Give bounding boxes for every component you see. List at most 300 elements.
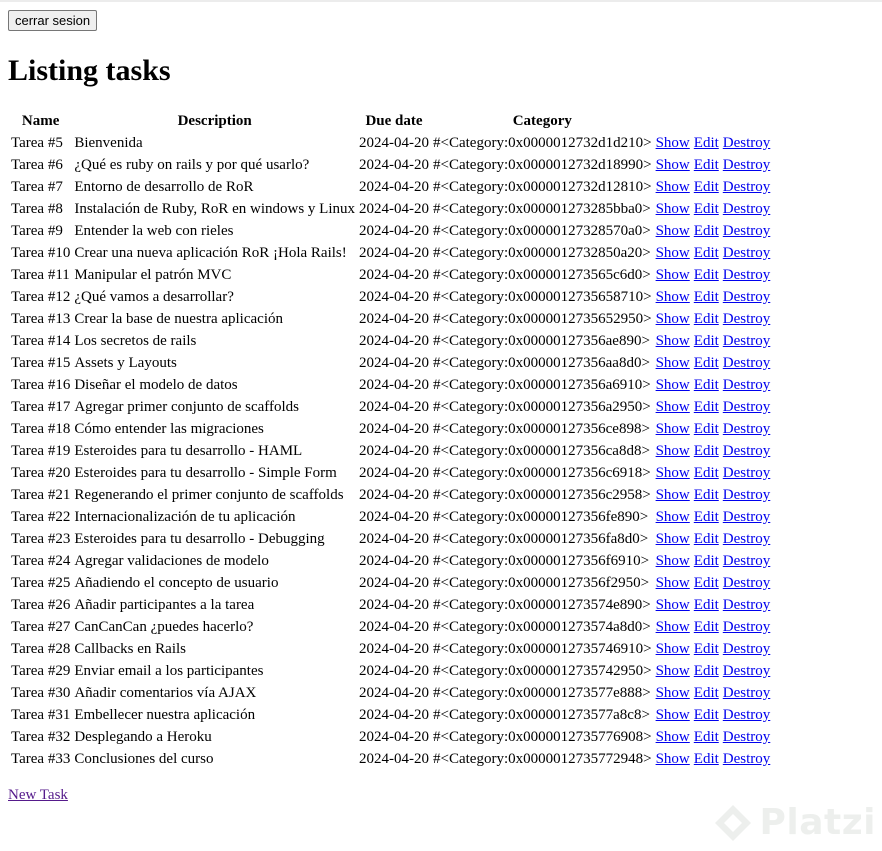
- task-due-date-cell: 2024-04-20: [359, 531, 430, 547]
- task-name-cell: Tarea #32: [11, 729, 71, 745]
- task-category-cell: #<Category:0x00000127356ca8d8>: [433, 443, 650, 459]
- edit-link[interactable]: Edit: [693, 641, 719, 657]
- edit-link[interactable]: Edit: [693, 751, 719, 767]
- task-description-cell: Añadir participantes a la tarea: [74, 597, 255, 613]
- task-due-date-cell: 2024-04-20: [359, 553, 430, 569]
- table-row: [10, 463, 771, 483]
- column-header-due-date: Due date: [365, 113, 423, 129]
- column-header-category: Category: [512, 113, 572, 129]
- show-link-cell: [655, 309, 691, 329]
- task-category-cell: #<Category:0x0000012732d12810>: [433, 179, 652, 195]
- task-description-cell: Esteroides para tu desarrollo - HAML: [74, 443, 303, 459]
- task-due-date-cell: 2024-04-20: [359, 575, 430, 591]
- task-name-cell: Tarea #31: [11, 707, 71, 723]
- destroy-link[interactable]: Destroy: [722, 465, 771, 481]
- table-row: [10, 397, 771, 417]
- edit-link[interactable]: Edit: [693, 289, 719, 305]
- edit-link-cell: [693, 419, 720, 439]
- table-row: [10, 639, 771, 659]
- destroy-link[interactable]: Destroy: [722, 443, 771, 459]
- edit-link[interactable]: Edit: [693, 597, 719, 613]
- task-due-date-cell: 2024-04-20: [359, 597, 430, 613]
- edit-link-cell: [693, 133, 720, 153]
- edit-link[interactable]: Edit: [693, 399, 719, 415]
- top-border: [0, 0, 882, 2]
- edit-link-cell: [693, 265, 720, 285]
- task-due-date-cell: 2024-04-20: [359, 685, 430, 701]
- task-name-cell: Tarea #23: [11, 531, 71, 547]
- task-due-date-cell: 2024-04-20: [359, 443, 430, 459]
- edit-link-cell: [693, 155, 720, 175]
- destroy-link-cell: [722, 331, 772, 351]
- table-row: [10, 683, 771, 703]
- task-due-date-cell: 2024-04-20: [359, 619, 430, 635]
- page-content: [8, 10, 773, 804]
- destroy-link[interactable]: Destroy: [722, 729, 771, 745]
- task-name-cell: Tarea #26: [11, 597, 71, 613]
- destroy-link-cell: [722, 661, 772, 681]
- show-link[interactable]: Show: [655, 311, 690, 327]
- task-category-cell: #<Category:0x00000127356c2958>: [433, 487, 651, 503]
- edit-link-cell: [693, 727, 720, 747]
- table-row: [10, 287, 771, 307]
- task-description-cell: Enviar email a los participantes: [74, 663, 264, 679]
- destroy-link[interactable]: Destroy: [722, 333, 771, 349]
- destroy-link-cell: [722, 705, 772, 725]
- task-category-cell: #<Category:0x00000127356f6910>: [433, 553, 650, 569]
- task-description-cell: Crear una nueva aplicación RoR ¡Hola Rails!: [74, 245, 347, 261]
- task-due-date-cell: 2024-04-20: [359, 487, 430, 503]
- show-link[interactable]: Show: [655, 399, 690, 415]
- show-link[interactable]: Show: [655, 135, 690, 151]
- edit-link-cell: [693, 243, 720, 263]
- show-link-cell: [655, 529, 691, 549]
- show-link-cell: [655, 749, 691, 769]
- task-category-cell: #<Category:0x00000127356c6918>: [433, 465, 651, 481]
- table-row: [10, 243, 771, 263]
- show-link[interactable]: Show: [655, 663, 690, 679]
- show-link[interactable]: Show: [655, 487, 690, 503]
- task-description-cell: ¿Qué es ruby on rails y por qué usarlo?: [74, 157, 310, 173]
- destroy-link-cell: [722, 683, 772, 703]
- edit-link-cell: [693, 507, 720, 527]
- task-due-date-cell: 2024-04-20: [359, 245, 430, 261]
- edit-link[interactable]: Edit: [693, 663, 719, 679]
- logout-button[interactable]: cerrar sesion: [8, 10, 97, 31]
- destroy-link[interactable]: Destroy: [722, 509, 771, 525]
- show-link-cell: [655, 331, 691, 351]
- task-description-cell: Cómo entender las migraciones: [74, 421, 264, 437]
- table-row: [10, 353, 771, 373]
- destroy-link-cell: [722, 419, 772, 439]
- task-name-cell: Tarea #24: [11, 553, 71, 569]
- task-name-cell: Tarea #14: [11, 333, 71, 349]
- show-link-cell: [655, 397, 691, 417]
- table-row: [10, 441, 771, 461]
- show-link[interactable]: Show: [655, 465, 690, 481]
- edit-link[interactable]: Edit: [693, 465, 719, 481]
- edit-link-cell: [693, 287, 720, 307]
- edit-link-cell: [693, 485, 720, 505]
- table-row: [10, 749, 771, 769]
- show-link[interactable]: Show: [655, 355, 690, 371]
- destroy-link-cell: [722, 573, 772, 593]
- show-link-cell: [655, 595, 691, 615]
- task-due-date-cell: 2024-04-20: [359, 311, 430, 327]
- task-due-date-cell: 2024-04-20: [359, 157, 430, 173]
- destroy-link[interactable]: Destroy: [722, 553, 771, 569]
- task-category-cell: #<Category:0x0000012732850a20>: [433, 245, 651, 261]
- task-description-cell: Agregar validaciones de modelo: [74, 553, 269, 569]
- destroy-link[interactable]: Destroy: [722, 531, 771, 547]
- destroy-link[interactable]: Destroy: [722, 597, 771, 613]
- task-category-cell: #<Category:0x00000127356aa8d0>: [433, 355, 650, 371]
- table-row: [10, 331, 771, 351]
- task-category-cell: #<Category:0x0000012735652950>: [433, 311, 652, 327]
- destroy-link[interactable]: Destroy: [722, 135, 771, 151]
- show-link[interactable]: Show: [655, 641, 690, 657]
- task-category-cell: #<Category:0x0000012732d18990>: [433, 157, 652, 173]
- task-description-cell: Conclusiones del curso: [74, 751, 214, 767]
- task-category-cell: #<Category:0x0000012735746910>: [433, 641, 652, 657]
- task-category-cell: #<Category:0x00000127356fa8d0>: [433, 531, 649, 547]
- show-link-cell: [655, 727, 691, 747]
- table-row: [10, 221, 771, 241]
- edit-link[interactable]: Edit: [693, 157, 719, 173]
- edit-link-cell: [693, 749, 720, 769]
- destroy-link[interactable]: Destroy: [722, 751, 771, 767]
- task-category-cell: #<Category:0x000001273577e888>: [433, 685, 651, 701]
- task-name-cell: Tarea #6: [11, 157, 63, 173]
- show-link-cell: [655, 573, 691, 593]
- edit-link[interactable]: Edit: [693, 685, 719, 701]
- show-link[interactable]: Show: [655, 179, 690, 195]
- destroy-link-cell: [722, 463, 772, 483]
- edit-link[interactable]: Edit: [693, 487, 719, 503]
- task-description-cell: CanCanCan ¿puedes hacerlo?: [74, 619, 254, 635]
- task-name-cell: Tarea #21: [11, 487, 71, 503]
- task-due-date-cell: 2024-04-20: [359, 421, 430, 437]
- destroy-link[interactable]: Destroy: [722, 289, 771, 305]
- edit-link[interactable]: Edit: [693, 377, 719, 393]
- destroy-link[interactable]: Destroy: [722, 377, 771, 393]
- destroy-link-cell: [722, 639, 772, 659]
- edit-link[interactable]: Edit: [693, 135, 719, 151]
- edit-link-cell: [693, 551, 720, 571]
- task-name-cell: Tarea #17: [11, 399, 71, 415]
- task-description-cell: Agregar primer conjunto de scaffolds: [74, 399, 299, 415]
- show-link[interactable]: Show: [655, 443, 690, 459]
- destroy-link[interactable]: Destroy: [722, 179, 771, 195]
- task-description-cell: Entender la web con rieles: [74, 223, 234, 239]
- destroy-link[interactable]: Destroy: [722, 663, 771, 679]
- edit-link[interactable]: Edit: [693, 333, 719, 349]
- destroy-link[interactable]: Destroy: [722, 707, 771, 723]
- edit-link-cell: [693, 705, 720, 725]
- task-due-date-cell: 2024-04-20: [359, 267, 430, 283]
- destroy-link-cell: [722, 551, 772, 571]
- show-link-cell: [655, 265, 691, 285]
- edit-link-cell: [693, 683, 720, 703]
- task-category-cell: #<Category:0x000001273565c6d0>: [433, 267, 651, 283]
- destroy-link-cell: [722, 243, 772, 263]
- show-link-cell: [655, 287, 691, 307]
- task-description-cell: Callbacks en Rails: [74, 641, 186, 657]
- task-description-cell: Entorno de desarrollo de RoR: [74, 179, 254, 195]
- edit-link-cell: [693, 441, 720, 461]
- edit-link[interactable]: Edit: [693, 355, 719, 371]
- destroy-link[interactable]: Destroy: [722, 487, 771, 503]
- task-name-cell: Tarea #28: [11, 641, 71, 657]
- destroy-link[interactable]: Destroy: [722, 575, 771, 591]
- task-due-date-cell: 2024-04-20: [359, 641, 430, 657]
- task-due-date-cell: 2024-04-20: [359, 223, 430, 239]
- task-description-cell: Assets y Layouts: [74, 355, 177, 371]
- destroy-link[interactable]: Destroy: [722, 355, 771, 371]
- show-link-cell: [655, 441, 691, 461]
- edit-link-cell: [693, 353, 720, 373]
- table-row: [10, 375, 771, 395]
- show-link[interactable]: Show: [655, 531, 690, 547]
- task-due-date-cell: 2024-04-20: [359, 707, 430, 723]
- task-name-cell: Tarea #15: [11, 355, 71, 371]
- table-row: [10, 573, 771, 593]
- task-name-cell: Tarea #22: [11, 509, 71, 525]
- edit-link-cell: [693, 221, 720, 241]
- edit-link[interactable]: Edit: [693, 509, 719, 525]
- task-category-cell: #<Category:0x00000127356ce898>: [433, 421, 650, 437]
- show-link-cell: [655, 617, 691, 637]
- task-due-date-cell: 2024-04-20: [359, 289, 430, 305]
- edit-link[interactable]: Edit: [693, 553, 719, 569]
- edit-link[interactable]: Edit: [693, 201, 719, 217]
- table-row: [10, 617, 771, 637]
- task-due-date-cell: 2024-04-20: [359, 663, 430, 679]
- edit-link-cell: [693, 331, 720, 351]
- destroy-link-cell: [722, 727, 772, 747]
- task-name-cell: Tarea #20: [11, 465, 71, 481]
- edit-link-cell: [693, 595, 720, 615]
- task-description-cell: ¿Qué vamos a desarrollar?: [74, 289, 234, 305]
- show-link-cell: [655, 177, 691, 197]
- edit-link[interactable]: Edit: [693, 421, 719, 437]
- task-due-date-cell: 2024-04-20: [359, 179, 430, 195]
- task-due-date-cell: 2024-04-20: [359, 377, 430, 393]
- show-link[interactable]: Show: [655, 707, 690, 723]
- task-category-cell: #<Category:0x0000012732d1d210>: [433, 135, 652, 151]
- task-description-cell: Manipular el patrón MVC: [74, 267, 232, 283]
- table-row: [10, 309, 771, 329]
- task-due-date-cell: 2024-04-20: [359, 135, 430, 151]
- show-link-cell: [655, 155, 691, 175]
- column-header-description: Description: [177, 113, 252, 129]
- task-description-cell: Regenerando el primer conjunto de scaffolds: [74, 487, 344, 503]
- task-category-cell: #<Category:0x000001273285bba0>: [433, 201, 651, 217]
- destroy-link[interactable]: Destroy: [722, 685, 771, 701]
- show-link-cell: [655, 243, 691, 263]
- edit-link[interactable]: Edit: [693, 267, 719, 283]
- task-description-cell: Embellecer nuestra aplicación: [74, 707, 256, 723]
- destroy-link-cell: [722, 749, 772, 769]
- edit-link[interactable]: Edit: [693, 245, 719, 261]
- table-row: [10, 133, 771, 153]
- show-link[interactable]: Show: [655, 597, 690, 613]
- destroy-link-cell: [722, 485, 772, 505]
- table-row: [10, 177, 771, 197]
- show-link[interactable]: Show: [655, 619, 690, 635]
- tasks-table-body: [10, 133, 771, 769]
- task-name-cell: Tarea #19: [11, 443, 71, 459]
- task-description-cell: Bienvenida: [74, 135, 143, 151]
- table-row: [10, 529, 771, 549]
- task-category-cell: #<Category:0x00000127356a6910>: [433, 377, 651, 393]
- task-due-date-cell: 2024-04-20: [359, 751, 430, 767]
- edit-link[interactable]: Edit: [693, 575, 719, 591]
- destroy-link-cell: [722, 309, 772, 329]
- show-link[interactable]: Show: [655, 267, 690, 283]
- page-title: Listing tasks: [8, 54, 171, 87]
- task-name-cell: Tarea #16: [11, 377, 71, 393]
- destroy-link[interactable]: Destroy: [722, 421, 771, 437]
- show-link[interactable]: Show: [655, 575, 690, 591]
- show-link-cell: [655, 375, 691, 395]
- edit-link[interactable]: Edit: [693, 531, 719, 547]
- show-link-cell: [655, 353, 691, 373]
- task-name-cell: Tarea #18: [11, 421, 71, 437]
- edit-link-cell: [693, 529, 720, 549]
- show-link[interactable]: Show: [655, 685, 690, 701]
- destroy-link-cell: [722, 265, 772, 285]
- destroy-link-cell: [722, 617, 772, 637]
- show-link[interactable]: Show: [655, 333, 690, 349]
- task-name-cell: Tarea #25: [11, 575, 71, 591]
- watermark-text: Platzi: [759, 802, 876, 843]
- show-link-cell: [655, 661, 691, 681]
- task-due-date-cell: 2024-04-20: [359, 509, 430, 525]
- show-link-cell: [655, 485, 691, 505]
- task-description-cell: Esteroides para tu desarrollo - Debugging: [74, 531, 325, 547]
- show-link[interactable]: Show: [655, 729, 690, 745]
- destroy-link[interactable]: Destroy: [722, 619, 771, 635]
- destroy-link-cell: [722, 287, 772, 307]
- destroy-link[interactable]: Destroy: [722, 201, 771, 217]
- destroy-link-cell: [722, 155, 772, 175]
- edit-link[interactable]: Edit: [693, 223, 719, 239]
- destroy-link-cell: [722, 353, 772, 373]
- task-due-date-cell: 2024-04-20: [359, 399, 430, 415]
- edit-link[interactable]: Edit: [693, 707, 719, 723]
- show-link-cell: [655, 551, 691, 571]
- edit-link-cell: [693, 661, 720, 681]
- task-description-cell: Diseñar el modelo de datos: [74, 377, 238, 393]
- show-link[interactable]: Show: [655, 289, 690, 305]
- destroy-link[interactable]: Destroy: [722, 157, 771, 173]
- edit-link[interactable]: Edit: [693, 619, 719, 635]
- edit-link-cell: [693, 463, 720, 483]
- edit-link[interactable]: Edit: [693, 729, 719, 745]
- task-name-cell: Tarea #27: [11, 619, 71, 635]
- show-link-cell: [655, 683, 691, 703]
- task-category-cell: #<Category:0x0000012735776908>: [433, 729, 652, 745]
- destroy-link[interactable]: Destroy: [722, 641, 771, 657]
- table-row: [10, 551, 771, 571]
- column-header-name: Name: [21, 113, 60, 129]
- show-link[interactable]: Show: [655, 421, 690, 437]
- table-row: [10, 199, 771, 219]
- destroy-link-cell: [722, 529, 772, 549]
- show-link-cell: [655, 199, 691, 219]
- task-description-cell: Internacionalización de tu aplicación: [74, 509, 296, 525]
- edit-link-cell: [693, 397, 720, 417]
- edit-link[interactable]: Edit: [693, 443, 719, 459]
- edit-link-cell: [693, 573, 720, 593]
- show-link[interactable]: Show: [655, 553, 690, 569]
- task-category-cell: #<Category:0x000001273574e890>: [433, 597, 651, 613]
- show-link-cell: [655, 507, 691, 527]
- destroy-link[interactable]: Destroy: [722, 267, 771, 283]
- edit-link-cell: [693, 199, 720, 219]
- show-link-cell: [655, 705, 691, 725]
- edit-link-cell: [693, 309, 720, 329]
- task-category-cell: #<Category:0x000001273574a8d0>: [433, 619, 651, 635]
- edit-link[interactable]: Edit: [693, 179, 719, 195]
- task-category-cell: #<Category:0x000001273577a8c8>: [433, 707, 650, 723]
- task-category-cell: #<Category:0x0000012735742950>: [433, 663, 652, 679]
- destroy-link[interactable]: Destroy: [722, 245, 771, 261]
- destroy-link-cell: [722, 397, 772, 417]
- task-description-cell: Esteroides para tu desarrollo - Simple Form: [74, 465, 337, 481]
- edit-link-cell: [693, 375, 720, 395]
- table-row: [10, 419, 771, 439]
- destroy-link-cell: [722, 595, 772, 615]
- show-link[interactable]: Show: [655, 245, 690, 261]
- task-name-cell: Tarea #30: [11, 685, 71, 701]
- edit-link[interactable]: Edit: [693, 311, 719, 327]
- show-link-cell: [655, 639, 691, 659]
- destroy-link-cell: [722, 177, 772, 197]
- table-row: [10, 595, 771, 615]
- task-due-date-cell: 2024-04-20: [359, 333, 430, 349]
- show-link[interactable]: Show: [655, 751, 690, 767]
- task-name-cell: Tarea #7: [11, 179, 63, 195]
- destroy-link-cell: [722, 221, 772, 241]
- show-link[interactable]: Show: [655, 377, 690, 393]
- task-description-cell: Desplegando a Heroku: [74, 729, 212, 745]
- destroy-link[interactable]: Destroy: [722, 311, 771, 327]
- platzi-logo-icon: [713, 803, 753, 843]
- destroy-link-cell: [722, 133, 772, 153]
- task-name-cell: Tarea #8: [11, 201, 63, 217]
- task-name-cell: Tarea #29: [11, 663, 71, 679]
- show-link[interactable]: Show: [655, 223, 690, 239]
- destroy-link[interactable]: Destroy: [722, 399, 771, 415]
- show-link[interactable]: Show: [655, 509, 690, 525]
- destroy-link[interactable]: Destroy: [722, 223, 771, 239]
- task-due-date-cell: 2024-04-20: [359, 355, 430, 371]
- task-category-cell: #<Category:0x00000127356fe890>: [433, 509, 649, 525]
- show-link-cell: [655, 133, 691, 153]
- destroy-link-cell: [722, 507, 772, 527]
- new-task-link[interactable]: New Task: [8, 787, 68, 803]
- task-category-cell: #<Category:0x00000127328570a0>: [433, 223, 651, 239]
- task-category-cell: #<Category:0x0000012735772948>: [433, 751, 652, 767]
- show-link[interactable]: Show: [655, 157, 690, 173]
- task-description-cell: Añadiendo el concepto de usuario: [74, 575, 279, 591]
- table-row: [10, 727, 771, 747]
- show-link[interactable]: Show: [655, 201, 690, 217]
- task-name-cell: Tarea #12: [11, 289, 71, 305]
- table-row: [10, 507, 771, 527]
